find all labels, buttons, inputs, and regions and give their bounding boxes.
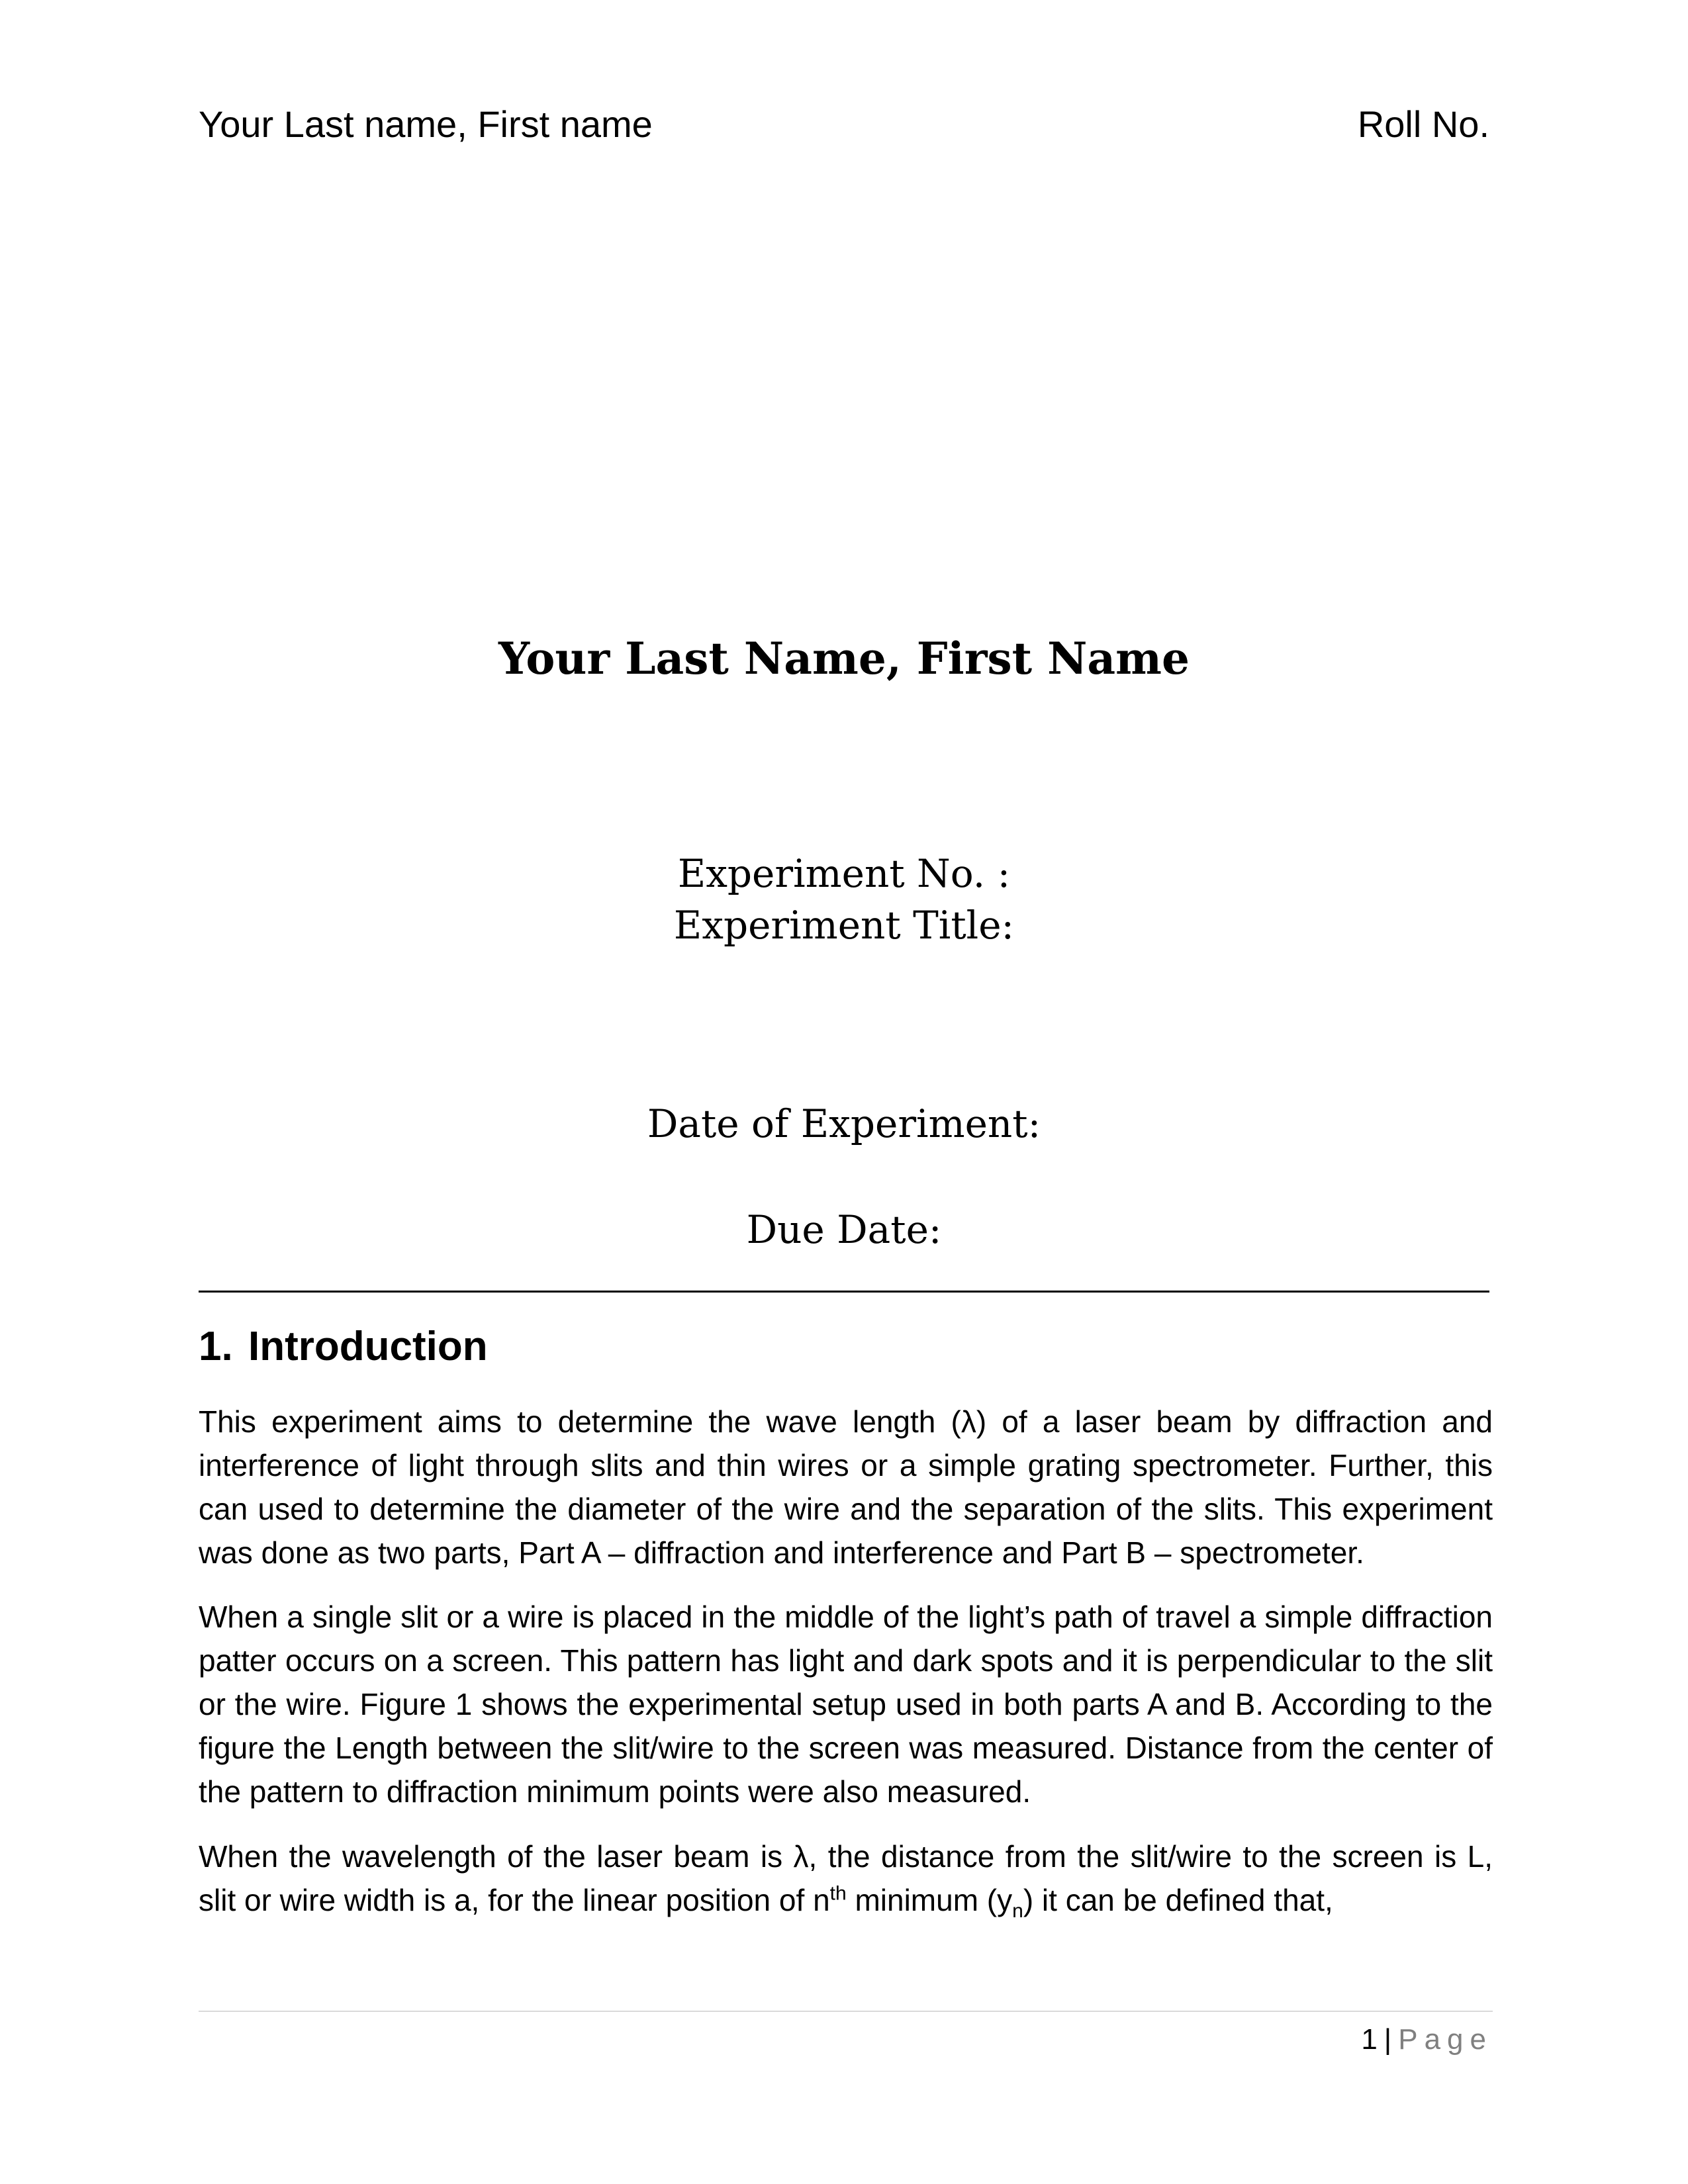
report-title-name: Your Last Name, First Name [498, 633, 1190, 684]
page-number: 1 [1361, 2023, 1378, 2056]
para3-text-b: minimum (y [846, 1883, 1013, 1917]
section-number: 1. [199, 1324, 233, 1369]
section-heading [199, 1317, 488, 1377]
footer-separator: | [1383, 2023, 1392, 2056]
page-label: Page [1398, 2023, 1493, 2056]
para3-subscript: n [1012, 1900, 1023, 1923]
para3-text-a: When the wavelength of the laser beam is λ, the distance from the slit/wire to the screen is L, slit or wire width is a, for the linear position of n [199, 1839, 1493, 1917]
header-roll-no: Roll No. [1357, 103, 1489, 145]
page-footer [1361, 2020, 1493, 2060]
para3-text-c: ) it can be defined that, [1023, 1883, 1333, 1917]
intro-paragraph-2: When a single slit or a wire is placed in the middle of the light’s path of travel a simple diffraction patter occurs on a screen. This pattern has light and dark spots and it is perpendicular to the slit or the wire. Figure 1 shows the experimental setup used in both parts A and B. According to the figure the Length between the slit/wire to the screen was measured. Distance from the center of the pattern to diffraction minimum points were also measured. [199, 1600, 1493, 1809]
intro-paragraph-1: This experiment aims to determine the wave length (λ) of a laser beam by diffraction and interference of light through slits and thin wires or a simple grating spectrometer. Further, this can used to determine the diameter of the wire and the separation of the slits. This experiment was done as two parts, Part A – diffraction and interference and Part B – spectrometer. [199, 1404, 1493, 1570]
para3-superscript: th [829, 1882, 847, 1905]
due-date: Due Date: [746, 1207, 942, 1252]
footer-divider [199, 2011, 1493, 2012]
experiment-number: Experiment No. : [677, 851, 1011, 896]
intro-paragraph-3 [199, 1835, 1493, 1922]
experiment-title: Experiment Title: [673, 903, 1015, 948]
title-divider [199, 1291, 1489, 1293]
section-title: Introduction [248, 1324, 488, 1369]
experiment-date: Date of Experiment: [647, 1101, 1041, 1146]
header-author: Your Last name, First name [199, 103, 653, 145]
